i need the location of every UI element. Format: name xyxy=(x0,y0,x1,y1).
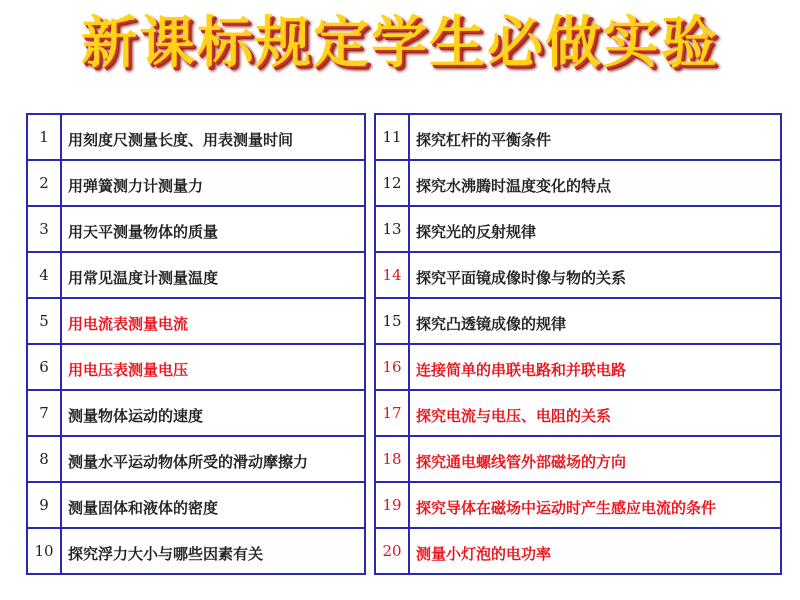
experiment-name: 用常见温度计测量温度 xyxy=(61,252,365,298)
experiment-number: 2 xyxy=(27,160,61,206)
experiment-name: 用刻度尺测量长度、用表测量时间 xyxy=(61,114,365,160)
experiment-name: 探究凸透镜成像的规律 xyxy=(409,298,781,344)
experiment-name: 探究浮力大小与哪些因素有关 xyxy=(61,528,365,574)
experiment-name: 用弹簧测力计测量力 xyxy=(61,160,365,206)
experiment-name: 探究杠杆的平衡条件 xyxy=(409,114,781,160)
table-row xyxy=(27,528,365,574)
experiment-number: 6 xyxy=(27,344,61,390)
experiment-name: 测量水平运动物体所受的滑动摩擦力 xyxy=(61,436,365,482)
experiment-name: 用电压表测量电压 xyxy=(61,344,365,390)
table-row xyxy=(27,482,365,528)
experiment-name: 探究平面镜成像时像与物的关系 xyxy=(409,252,781,298)
table-row xyxy=(375,114,781,160)
table-row xyxy=(27,252,365,298)
experiment-number: 16 xyxy=(375,344,409,390)
experiment-name: 探究光的反射规律 xyxy=(409,206,781,252)
experiment-number: 19 xyxy=(375,482,409,528)
experiment-name: 测量固体和液体的密度 xyxy=(61,482,365,528)
experiment-number: 17 xyxy=(375,390,409,436)
table-row xyxy=(375,298,781,344)
experiment-number: 13 xyxy=(375,206,409,252)
table-row xyxy=(375,482,781,528)
table-row xyxy=(27,390,365,436)
experiment-table-left xyxy=(26,113,366,575)
experiment-number: 9 xyxy=(27,482,61,528)
experiment-number: 5 xyxy=(27,298,61,344)
table-row xyxy=(27,160,365,206)
experiment-name: 用电流表测量电流 xyxy=(61,298,365,344)
page-title: 新课标规定学生必做实验 xyxy=(81,11,719,76)
experiment-name: 探究电流与电压、电阻的关系 xyxy=(409,390,781,436)
experiment-number: 3 xyxy=(27,206,61,252)
experiment-number: 7 xyxy=(27,390,61,436)
experiment-number: 15 xyxy=(375,298,409,344)
experiment-number: 1 xyxy=(27,114,61,160)
table-row xyxy=(27,436,365,482)
table-row xyxy=(375,160,781,206)
table-row xyxy=(27,344,365,390)
experiment-name: 探究导体在磁场中运动时产生感应电流的条件 xyxy=(409,482,781,528)
table-row xyxy=(27,114,365,160)
experiment-number: 4 xyxy=(27,252,61,298)
experiment-number: 10 xyxy=(27,528,61,574)
experiment-number: 11 xyxy=(375,114,409,160)
table-row xyxy=(27,298,365,344)
experiment-number: 14 xyxy=(375,252,409,298)
experiment-name: 连接简单的串联电路和并联电路 xyxy=(409,344,781,390)
experiment-name: 测量小灯泡的电功率 xyxy=(409,528,781,574)
table-row xyxy=(375,528,781,574)
experiment-name: 测量物体运动的速度 xyxy=(61,390,365,436)
experiment-number: 8 xyxy=(27,436,61,482)
table-row xyxy=(375,252,781,298)
table-row xyxy=(375,390,781,436)
table-row xyxy=(375,206,781,252)
experiment-name: 用天平测量物体的质量 xyxy=(61,206,365,252)
table-row xyxy=(375,344,781,390)
table-row xyxy=(27,206,365,252)
experiment-name: 探究水沸腾时温度变化的特点 xyxy=(409,160,781,206)
experiment-name: 探究通电螺线管外部磁场的方向 xyxy=(409,436,781,482)
experiment-number: 18 xyxy=(375,436,409,482)
experiment-number: 20 xyxy=(375,528,409,574)
experiment-table-right xyxy=(374,113,782,575)
table-row xyxy=(375,436,781,482)
experiment-number: 12 xyxy=(375,160,409,206)
